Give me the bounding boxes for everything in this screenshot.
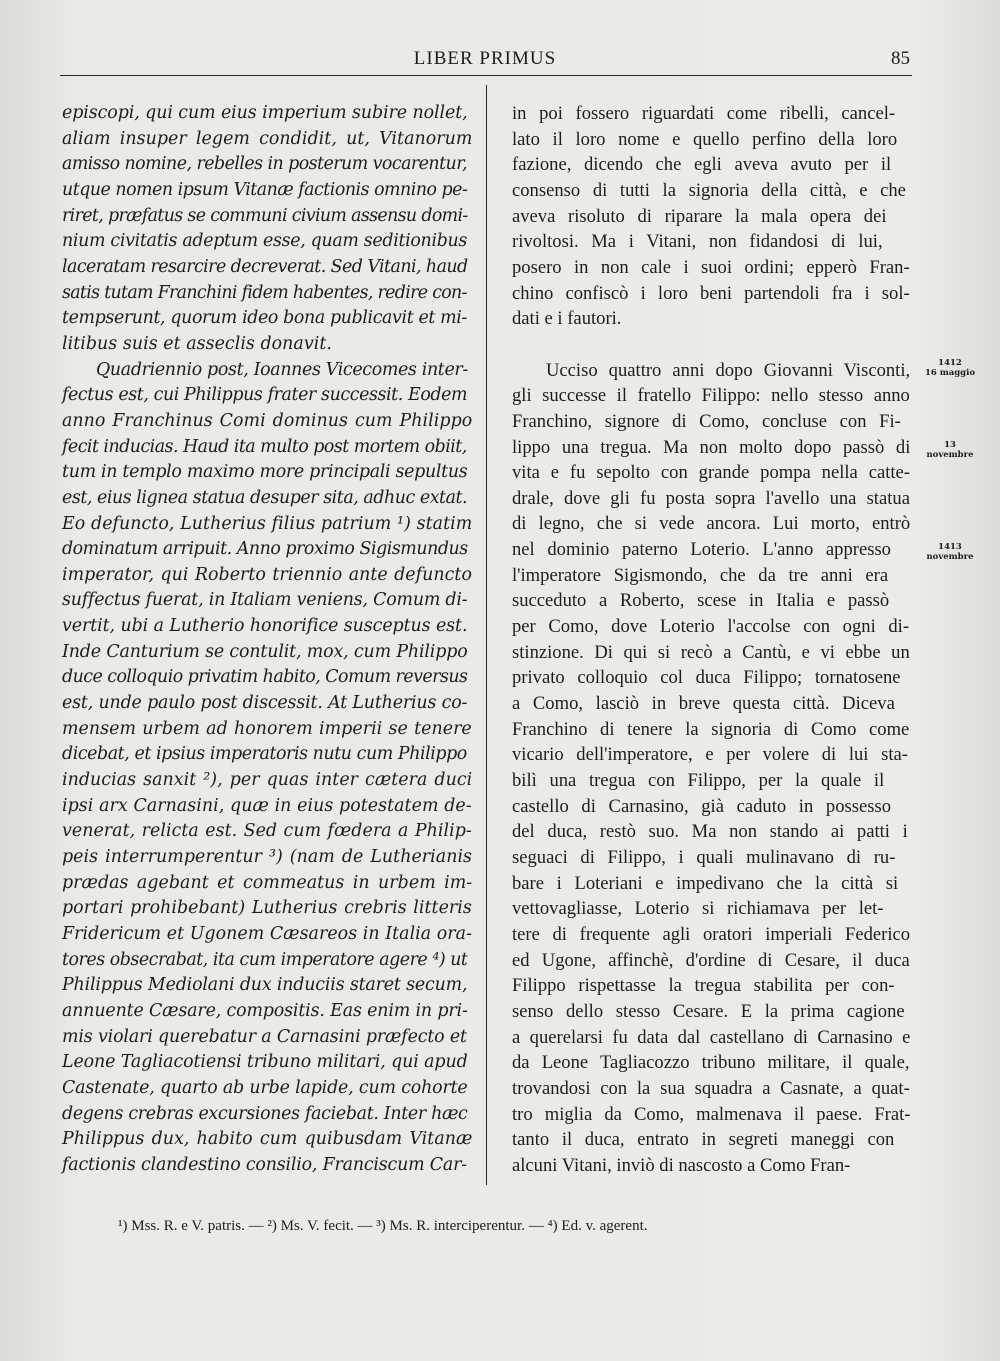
text-line: est, eius lignea statua desuper sita, adhuc extat.	[62, 487, 468, 508]
text-line: satis tutam Franchini fidem habentes, redire con-	[62, 282, 467, 303]
header-rule	[60, 75, 912, 76]
margin-note-1412	[920, 358, 980, 378]
text-line: l'imperatore Sigismondo, che da tre anni era	[512, 564, 889, 586]
italian-column	[512, 101, 910, 1179]
text-line: castello di Carnasino, già caduto in possesso	[512, 795, 892, 817]
text-line: Franchino, signore di Como, concluse con Fi-	[512, 410, 901, 432]
text-line: Leone Tagliacotiensi tribuno militari, qui apud	[62, 1052, 468, 1073]
running-head	[60, 48, 910, 72]
text-line: senso dello stesso Cesare. E la prima cagione	[512, 1000, 905, 1022]
text-line: lato il loro nome e quello perfino della loro	[512, 128, 898, 150]
text-line: rivoltosi. Ma i Vitani, non fidandosi di lui,	[512, 231, 883, 253]
text-line: factionis clandestino consilio, Franciscum Car-	[62, 1154, 467, 1175]
text-line: prædas agebant et commeatus in urbem im-	[62, 872, 473, 893]
text-line: venerat, relicta est. Sed cum fœdera a Philip-	[62, 821, 472, 842]
text-line: aliam insuper legem condidit, ut, Vitanorum	[62, 128, 473, 149]
text-line: succeduto a Roberto, scese in Italia e passò	[512, 590, 890, 612]
text-line: tro miglia da Como, malmenava il paese. Frat-	[512, 1103, 911, 1125]
margin-note-date: 16 maggio	[924, 368, 976, 378]
latin-column	[62, 101, 472, 1179]
text-line: ipsi arx Carnasini, quæ in eius potestatem de-	[62, 795, 472, 816]
text-line: dominatum arripuit. Anno proximo Sigismundus	[62, 539, 468, 560]
margin-note-year: 1413	[938, 542, 962, 552]
text-line: mis violari querebatur a Carnasini præfecto et	[62, 1026, 467, 1047]
text-line: a querelarsi fu data dal castellano di Carnasino e	[512, 1026, 911, 1048]
italian-paragraph-1	[512, 101, 910, 332]
text-line: a Como, lasciò in breve questa città. Diceva	[512, 693, 895, 715]
text-line: Ucciso quattro anni dopo Giovanni Visconti,	[546, 359, 911, 381]
text-line: inducias sanxit ²), per quas inter cætera duci	[62, 770, 473, 791]
page-number: 85	[891, 48, 910, 69]
text-line: stinzione. Di qui si recò a Cantù, e vi ebbe un	[512, 641, 910, 663]
text-line: trovandosi con la sua squadra a Casnate, a quat-	[512, 1077, 910, 1099]
text-line: suffectus fuerat, in Italiam veniens, Comum di-	[62, 590, 468, 611]
text-line: tum in templo maximo more principali sepultus	[62, 462, 468, 483]
margin-note-date: 13 novembre	[926, 440, 974, 460]
text-line: Philippus Mediolani dux induciis staret secum,	[62, 975, 468, 996]
text-line: privato colloquio col duca Filippo; tornatosene	[512, 667, 901, 689]
text-line: alcuni Vitani, inviò di nascosto a Como Fran-	[512, 1154, 851, 1176]
margin-note-1413	[920, 542, 980, 562]
text-line: tere di frequente agli oratori imperiali Federico	[512, 923, 911, 945]
text-line: del duca, restò suo. Ma non stando ai patti i	[512, 821, 908, 843]
text-line: laceratam resarcire decreverat. Sed Vitani, haud	[62, 256, 468, 277]
text-line: fazione, dicendo che egli aveva avuto per il	[512, 154, 892, 176]
text-line: da Leone Tagliacozzo tribuno militare, il quale,	[512, 1052, 910, 1074]
text-line: ed Ugone, affinchè, d'ordine di Cesare, il duca	[512, 949, 910, 971]
text-line: Inde Canturium se contulit, mox, cum Philippo	[62, 641, 468, 662]
text-line: nel dominio paterno Loterio. L'anno appresso	[512, 539, 891, 561]
text-line: gli successe il fratello Filippo: nello stesso anno	[512, 385, 910, 407]
text-line: aveva risoluto di riparare la mala opera dei	[512, 205, 887, 227]
text-line: Philippus dux, habito cum quibusdam Vitanæ	[62, 1129, 473, 1150]
text-line: duce colloquio privatim habito, Comum reversus	[62, 667, 468, 688]
text-line: vita e fu sepolto con grande pompa nella catte-	[512, 462, 910, 484]
text-line: posero in non cale i suoi ordini; epperò Fran-	[512, 256, 910, 278]
text-line: mensem urbem ad honorem imperii se tenere	[62, 718, 472, 739]
text-line: tores obsecrabat, ita cum imperatore agere ⁴) ut	[62, 949, 468, 970]
text-line: bilì una tregua con Filippo, per la quale il	[512, 770, 885, 792]
text-line: Filippo rispettasse la tregua stabilita per con-	[512, 975, 895, 997]
text-line: lippo una tregua. Ma non molto dopo passò di	[512, 436, 911, 458]
text-line: amisso nomine, rebelles in posterum vocarentur,	[62, 154, 468, 175]
text-line: consenso di tutti la signoria della città, e che	[512, 179, 906, 201]
text-line: nium civitatis adeptum esse, quam seditionibus	[62, 231, 468, 252]
text-line: portari prohibebant) Lutherius crebris litteris	[62, 898, 472, 919]
text-line: di legno, che si vede ancora. Lui morto, entrò	[512, 513, 911, 535]
text-line: fecit inducias. Haud ita multo post mortem obiit,	[62, 436, 467, 457]
text-line: tanto il duca, entrato in segreti maneggi con	[512, 1129, 895, 1151]
text-line: fectus est, cui Philippus frater successit. Eodem	[62, 385, 468, 406]
text-line: Quadriennio post, Ioannes Vicecomes inter-	[96, 359, 468, 380]
text-line: annuente Cæsare, compositis. Eas enim in pri-	[62, 1000, 468, 1021]
text-line: anno Franchinus Comi dominus cum Philippo	[62, 410, 473, 431]
text-line: per Como, dove Loterio l'accolse con ogni di-	[512, 616, 910, 638]
column-divider	[486, 85, 487, 1185]
margin-note-november	[920, 440, 980, 460]
text-line: Castenate, quarto ab urbe lapide, cum cohorte	[62, 1077, 468, 1098]
text-line: dati e i fautori.	[512, 308, 622, 330]
running-title: LIBER PRIMUS	[413, 48, 557, 69]
italian-paragraph-2	[512, 358, 910, 1179]
text-line: litibus suis et asseclis donavit.	[62, 333, 332, 354]
text-line: utque nomen ipsum Vitanæ factionis omnino pe-	[62, 179, 468, 200]
margin-note-date: novembre	[926, 552, 974, 562]
paragraph-gap	[512, 332, 910, 358]
text-line: imperator, qui Roberto triennio ante defuncto	[62, 564, 472, 585]
text-line: vertit, ubi a Lutherio honorifice susceptus est.	[62, 616, 468, 637]
text-line: peis interrumperentur ³) (nam de Lutherianis	[62, 847, 473, 868]
text-line: bare i Loteriani e impedivano che la città si	[512, 872, 899, 894]
latin-paragraph-2	[62, 358, 472, 1179]
latin-paragraph-1	[62, 101, 472, 358]
text-line: Franchino di tenere la signoria di Como come	[512, 718, 910, 740]
text-line: drale, dove gli fu posta sopra l'avello una statua	[512, 487, 910, 509]
footnotes: ¹) Mss. R. e V. patris. — ²) Ms. V. fecit. — ³) Ms. R. interciperentur. — ⁴) Ed. v. agerent.	[118, 1218, 648, 1234]
text-line: vicario dell'imperatore, e per volere di lui sta-	[512, 744, 908, 766]
text-line: chino confiscò i loro beni partendoli fra i sol-	[512, 282, 910, 304]
margin-note-year: 1412	[938, 358, 962, 368]
text-line: riret, præfatus se communi civium assensu domi-	[62, 205, 468, 226]
text-line: seguaci di Filippo, i quali mulinavano di ru-	[512, 847, 896, 869]
text-line: degens crebras excursiones faciebat. Inter hæc	[62, 1103, 468, 1124]
text-line: episcopi, qui cum eius imperium subire nollet,	[62, 103, 468, 123]
text-line: est, unde paulo post discessit. At Lutherius co-	[62, 693, 468, 714]
text-line: tempserunt, quorum ideo bona publicavit et mi-	[62, 308, 467, 329]
text-line: dicebat, et ipsius imperatoris nutu cum Philippo	[62, 744, 467, 765]
text-line: Fridericum et Ugonem Cæsareos in Italia ora-	[62, 924, 473, 944]
text-line: Eo defuncto, Lutherius filius patrium ¹) statim	[62, 513, 473, 534]
text-line: vettovagliasse, Loterio si richiamava per let-	[512, 898, 884, 920]
text-line: in poi fossero riguardati come ribelli, cancel-	[512, 103, 896, 124]
